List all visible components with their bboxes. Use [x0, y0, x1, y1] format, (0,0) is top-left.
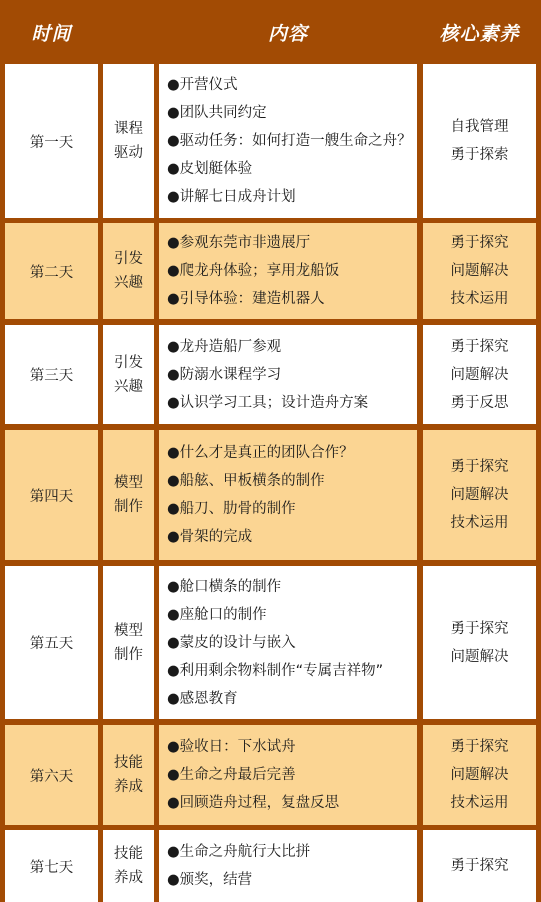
table-row	[0, 430, 541, 560]
phase-line: 兴趣	[114, 275, 143, 291]
activity-item: ●船刀、肋骨的制作	[167, 501, 296, 517]
activity-item: ●座舱口的制作	[167, 606, 267, 623]
activity-list	[159, 733, 339, 817]
content-cell	[159, 325, 417, 424]
content-cell	[159, 223, 417, 319]
activity-item: ●蒙皮的设计与嵌入	[167, 634, 296, 651]
phase-label	[114, 351, 143, 399]
activity-list	[159, 71, 412, 211]
phase-line: 课程	[114, 121, 143, 137]
table-row	[0, 725, 541, 825]
phase-line: 模型	[114, 622, 143, 639]
day-label: 第四天	[29, 488, 74, 505]
core-item: 勇于探究	[450, 620, 509, 637]
phase-line: 制作	[114, 646, 143, 663]
phase-cell	[103, 325, 154, 424]
activity-item: ●团队共同约定	[167, 105, 267, 121]
content-cell	[159, 430, 417, 560]
core-item: 技术运用	[450, 515, 509, 531]
core-cell	[423, 566, 536, 719]
core-list	[451, 113, 509, 169]
header-time: 时间	[31, 22, 72, 45]
table-row	[0, 223, 541, 319]
core-item: 勇于探究	[450, 235, 509, 251]
core-item: 勇于探究	[450, 739, 509, 755]
day-cell	[5, 566, 98, 719]
phase-line: 兴趣	[114, 378, 143, 395]
day-cell	[5, 325, 98, 424]
day-cell	[5, 830, 98, 902]
core-item: 勇于探索	[450, 147, 509, 163]
core-item: 勇于探究	[450, 459, 509, 475]
activity-item: ●船舷、甲板横条的制作	[167, 473, 325, 489]
day-cell	[5, 725, 98, 825]
content-cell	[159, 64, 417, 218]
activity-item: ●生命之舟最后完善	[167, 767, 296, 783]
activity-item: ●骨架的完成	[167, 529, 253, 545]
core-item: 问题解决	[450, 263, 509, 279]
activity-item: ●什么才是真正的团队合作？	[167, 445, 354, 461]
phase-line: 引发	[114, 354, 143, 371]
core-item: 问题解决	[450, 648, 509, 665]
phase-line: 模型	[114, 475, 143, 491]
core-list	[451, 733, 509, 817]
phase-label	[114, 842, 143, 890]
header-core: 核心素养	[439, 22, 520, 45]
table-row	[0, 64, 541, 218]
core-item: 勇于探究	[450, 858, 509, 874]
core-list	[451, 852, 509, 880]
activity-list	[159, 333, 368, 417]
day-label: 第七天	[29, 859, 74, 876]
phase-label	[114, 751, 143, 799]
core-item: 勇于探究	[450, 338, 509, 355]
table-row	[0, 566, 541, 719]
core-list	[451, 453, 509, 537]
activity-list	[159, 573, 383, 713]
activity-list	[159, 838, 310, 894]
activity-list	[159, 229, 339, 313]
core-list	[451, 333, 509, 417]
phase-line: 技能	[114, 846, 143, 862]
activity-item: ●颁奖，结营	[167, 872, 253, 888]
core-list	[451, 229, 509, 313]
phase-label	[114, 117, 143, 165]
activity-item: ●防溺水课程学习	[167, 366, 282, 383]
day-label: 第五天	[29, 636, 74, 652]
phase-cell	[103, 725, 154, 825]
core-item: 问题解决	[450, 767, 509, 783]
phase-cell	[103, 566, 154, 719]
activity-item: ●爬龙舟体验；享用龙船饭	[167, 263, 340, 279]
activity-item: ●龙舟造船厂参观	[167, 338, 282, 355]
core-cell	[423, 223, 536, 319]
phase-label	[114, 247, 143, 295]
phase-line: 养成	[114, 779, 143, 795]
table-header	[0, 0, 541, 64]
core-item: 勇于反思	[450, 394, 509, 411]
activity-item: ●验收日：下水试舟	[167, 739, 296, 755]
phase-line: 引发	[114, 251, 143, 267]
table-row	[0, 325, 541, 424]
activity-item: ●开营仪式	[167, 77, 238, 93]
activity-item: ●生命之舟航行大比拼	[167, 844, 311, 860]
content-cell	[159, 725, 417, 825]
activity-item: ●驱动任务：如何打造一艘生命之舟？	[167, 133, 412, 149]
phase-label	[114, 619, 143, 667]
activity-item: ●引导体验：建造机器人	[167, 291, 325, 307]
day-label: 第一天	[29, 134, 74, 151]
phase-line: 养成	[114, 870, 143, 886]
activity-item: ●回顾造舟过程，复盘反思	[167, 795, 340, 811]
core-item: 问题解决	[450, 366, 509, 383]
day-label: 第三天	[29, 368, 74, 384]
day-cell	[5, 223, 98, 319]
activity-item: ●舱口横条的制作	[167, 578, 282, 595]
header-content: 内容	[267, 22, 308, 45]
phase-label	[114, 471, 143, 519]
core-item: 技术运用	[450, 291, 509, 307]
day-cell	[5, 430, 98, 560]
day-label: 第二天	[29, 264, 74, 281]
activity-item: ●感恩教育	[167, 690, 238, 707]
content-cell	[159, 830, 417, 902]
day-cell	[5, 64, 98, 218]
activity-item: ●皮划艇体验	[167, 161, 253, 177]
core-cell	[423, 325, 536, 424]
content-cell	[159, 566, 417, 719]
day-label: 第六天	[29, 768, 74, 785]
phase-line: 驱动	[114, 145, 143, 161]
core-cell	[423, 725, 536, 825]
phase-line: 技能	[114, 755, 143, 771]
activity-item: ●讲解七日成舟计划	[167, 189, 296, 205]
phase-line: 制作	[114, 499, 143, 515]
phase-cell	[103, 223, 154, 319]
phase-cell	[103, 64, 154, 218]
core-item: 问题解决	[450, 487, 509, 503]
core-cell	[423, 430, 536, 560]
core-item: 技术运用	[450, 795, 509, 811]
core-cell	[423, 830, 536, 902]
core-list	[451, 615, 509, 671]
table-row	[0, 830, 541, 902]
phase-cell	[103, 830, 154, 902]
activity-item: ●参观东莞市非遗展厅	[167, 235, 311, 251]
core-cell	[423, 64, 536, 218]
activity-item: ●利用剩余物料制作“专属吉祥物”	[167, 662, 384, 679]
core-item: 自我管理	[450, 119, 509, 135]
activity-item: ●认识学习工具；设计造舟方案	[167, 394, 369, 411]
phase-cell	[103, 430, 154, 560]
activity-list	[159, 439, 354, 551]
